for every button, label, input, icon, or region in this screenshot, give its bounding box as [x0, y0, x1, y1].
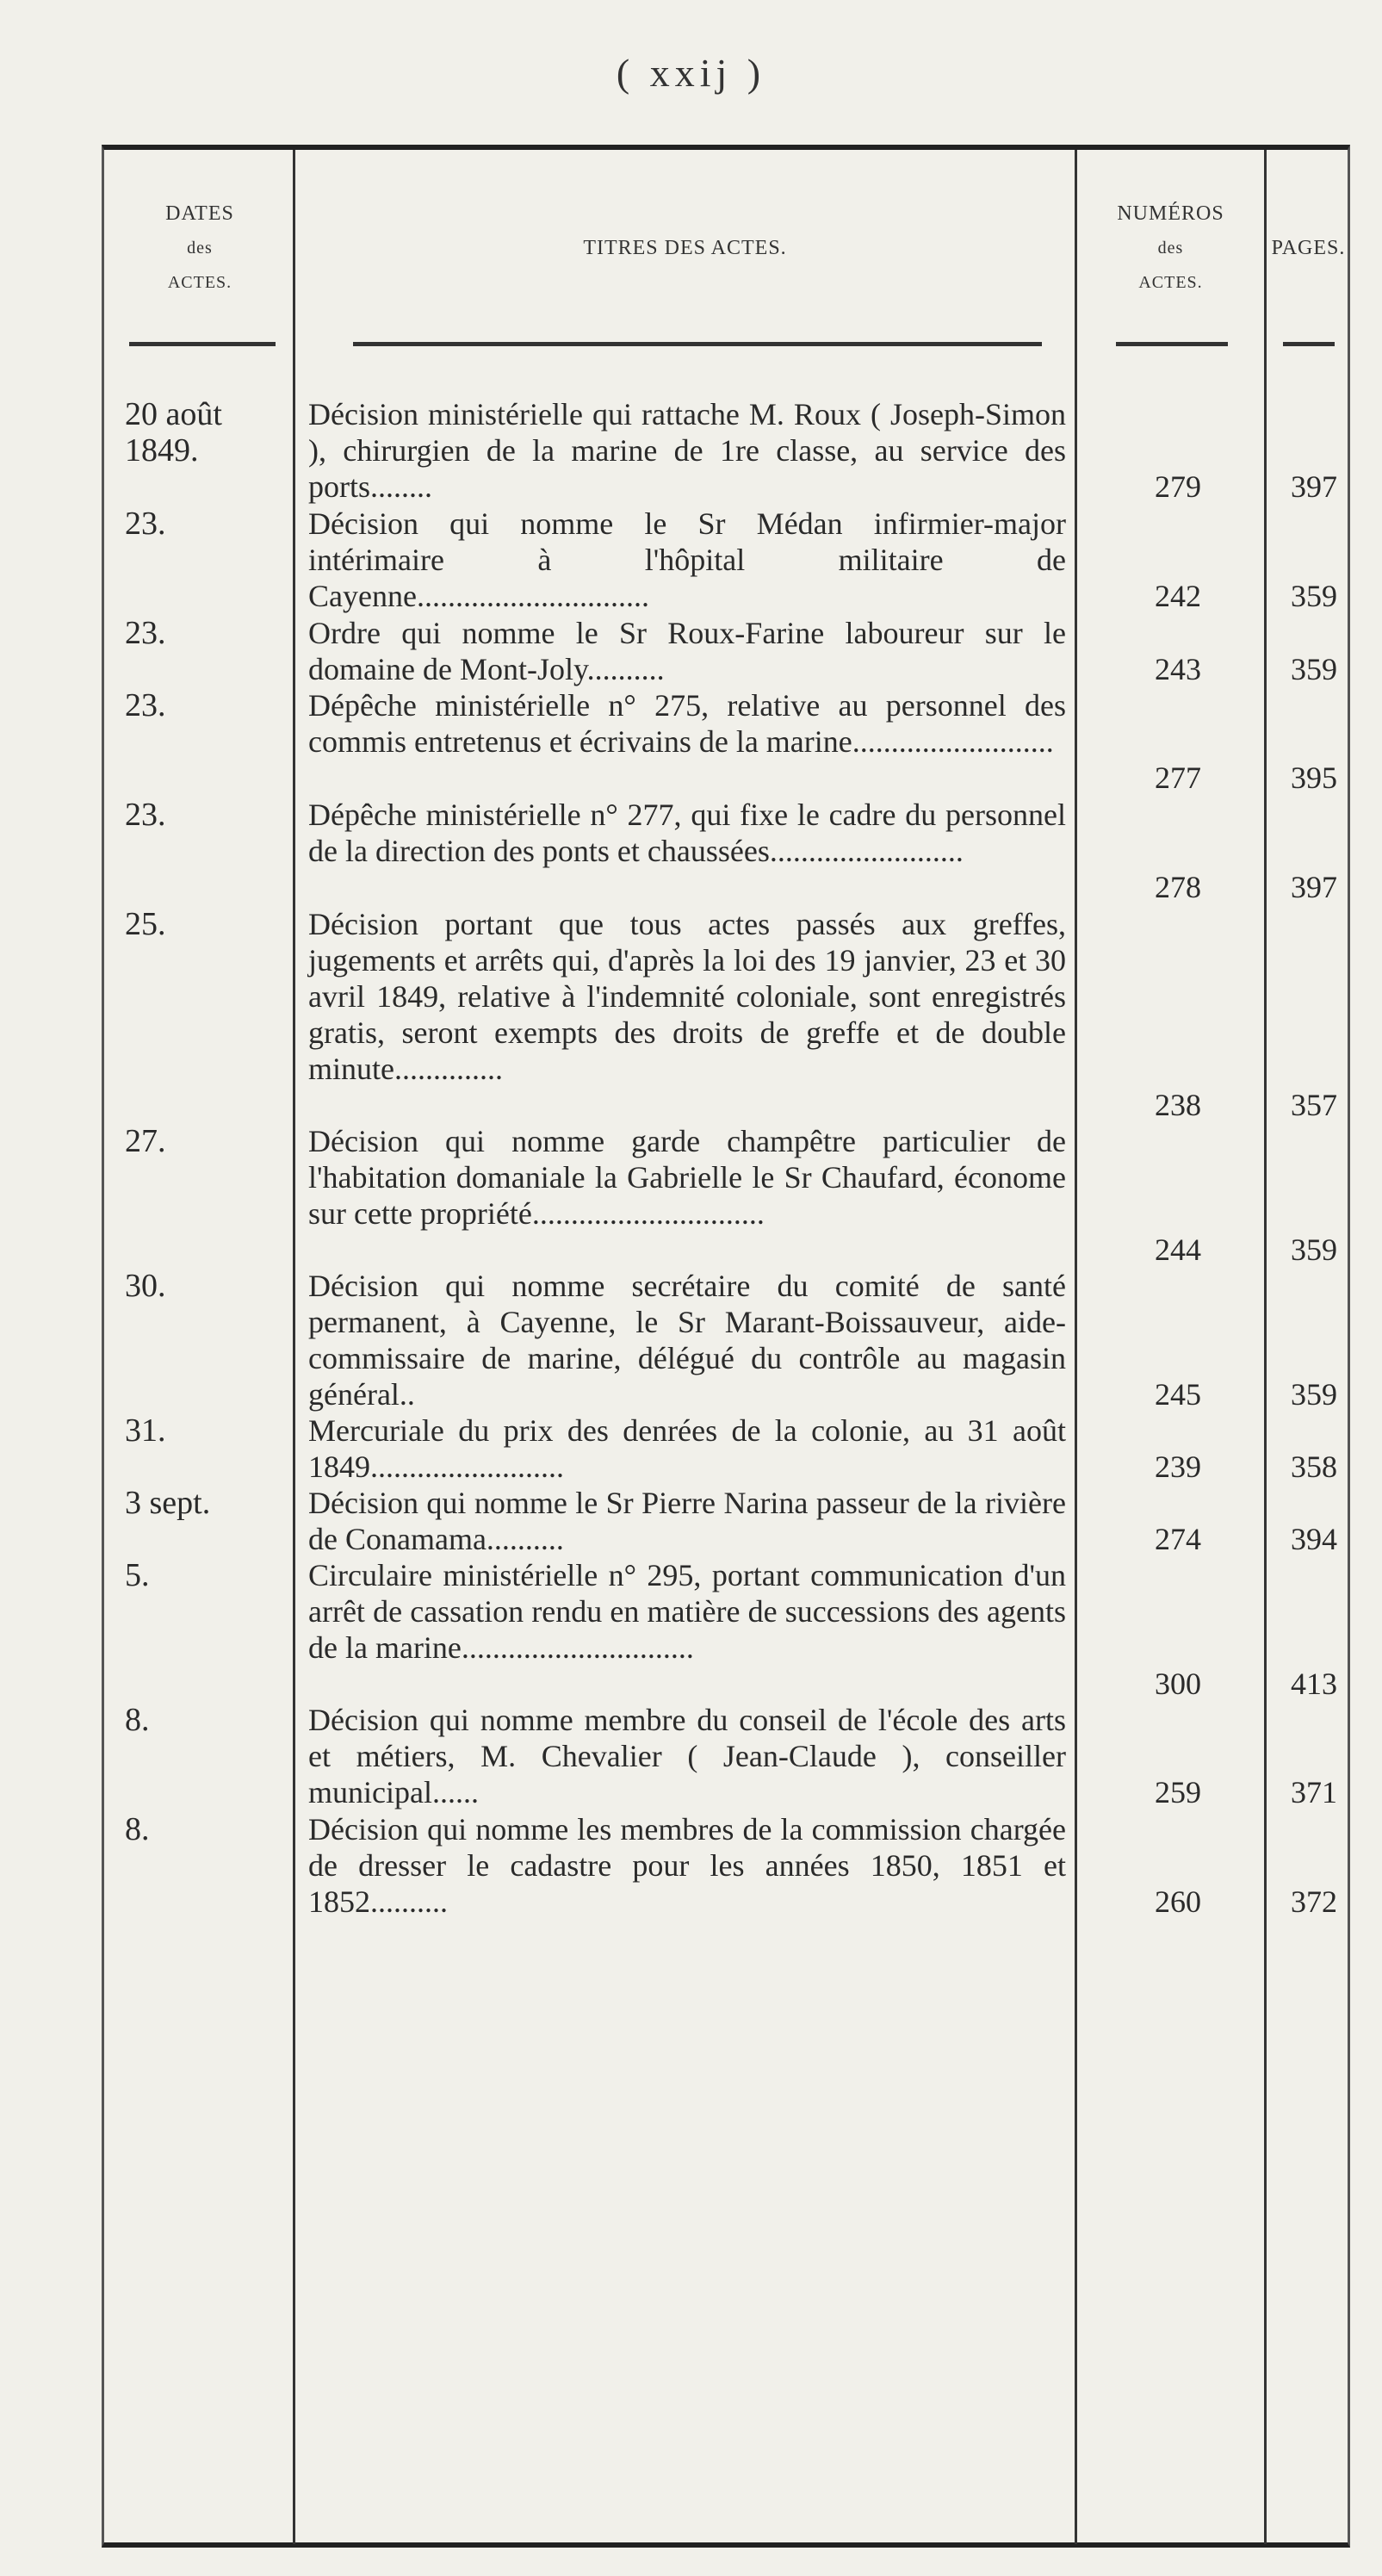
row-title: Décision qui nomme le Sr Médan infirmier-major intérimaire à l'hôpital militaire de Cayenne.............................. [308, 506, 1066, 613]
row-page: 394 [1291, 1522, 1337, 1556]
row-page: 397 [1291, 870, 1337, 904]
row-title: Dépêche ministérielle n° 277, qui fixe le cadre du personnel de la direction des ponts et chaussées......................... [308, 798, 1066, 868]
row-page: 359 [1291, 652, 1337, 686]
row-title: Décision qui nomme secrétaire du comité de santé permanent, à Cayenne, le Sr Marant-Boissauveur, aide-commissaire de marine, délégué du contrôle au magasin général.. [308, 1269, 1066, 1412]
row-date: 20 août 1849. [125, 396, 222, 469]
row-page: 372 [1291, 1884, 1337, 1919]
row-number: 279 [1155, 469, 1201, 504]
row-page: 359 [1291, 1377, 1337, 1412]
row-date: 30. [125, 1268, 166, 1304]
row-page: 413 [1291, 1667, 1337, 1701]
row-number: 245 [1155, 1377, 1201, 1412]
row-date: 8. [125, 1811, 150, 1847]
header-rule [1283, 342, 1335, 346]
row-title: Décision qui nomme garde champêtre particulier de l'habitation domaniale la Gabrielle le Sr Chaufard, économe sur cette propriété.............................. [308, 1124, 1066, 1231]
row-page: 395 [1291, 760, 1337, 795]
row-number: 277 [1155, 760, 1201, 795]
header-rule [129, 342, 276, 346]
column-divider [293, 150, 295, 2544]
row-title: Dépêche ministérielle n° 275, relative au personnel des commis entretenus et écrivains de la marine.......................... [308, 688, 1066, 759]
row-date: 31. [125, 1412, 166, 1449]
row-date: 5. [125, 1557, 150, 1593]
row-number: 239 [1155, 1449, 1201, 1484]
row-date: 8. [125, 1702, 150, 1738]
header-numeros: NUMÉROS des ACTES. [1117, 202, 1224, 292]
page-folio: ( xxij ) [616, 51, 766, 95]
header-dates: DATES des ACTES. [165, 202, 234, 292]
row-number: 244 [1155, 1232, 1201, 1267]
row-number: 260 [1155, 1884, 1201, 1919]
row-number: 242 [1155, 579, 1201, 613]
row-title: Décision ministérielle qui rattache M. Roux ( Joseph-Simon ), chirurgien de la marine de 1re classe, au service des ports........ [308, 397, 1066, 504]
header-rule [353, 342, 1042, 346]
row-number: 300 [1155, 1667, 1201, 1701]
row-number: 238 [1155, 1088, 1201, 1122]
row-number: 278 [1155, 870, 1201, 904]
row-page: 357 [1291, 1088, 1337, 1122]
row-date: 23. [125, 797, 166, 833]
row-title: Ordre qui nomme le Sr Roux-Farine laboureur sur le domaine de Mont-Joly.......... [308, 616, 1066, 686]
row-date: 23. [125, 615, 166, 651]
row-date: 3 sept. [125, 1485, 211, 1521]
row-date: 23. [125, 687, 166, 723]
row-page: 358 [1291, 1449, 1337, 1484]
row-title: Décision qui nomme le Sr Pierre Narina passeur de la rivière de Conamama.......... [308, 1486, 1066, 1556]
header-pages: PAGES. [1271, 237, 1346, 259]
row-page: 397 [1291, 469, 1337, 504]
row-date: 23. [125, 506, 166, 542]
row-number: 259 [1155, 1775, 1201, 1809]
row-page: 359 [1291, 579, 1337, 613]
header-titres: TITRES DES ACTES. [583, 237, 787, 259]
row-title: Décision portant que tous actes passés aux greffes, jugements et arrêts qui, d'après la loi des 19 janvier, 23 et 30 avril 1849, relative à l'indemnité coloniale, sont enregistrés gratis, seront exempts des droits de greffe et de double minute.............. [308, 907, 1066, 1086]
header-rule [1116, 342, 1228, 346]
row-title: Circulaire ministérielle n° 295, portant communication d'un arrêt de cassation rendu en matière de successions des agents de la marine.............................. [308, 1558, 1066, 1665]
column-divider [1075, 150, 1077, 2544]
row-date: 27. [125, 1123, 166, 1159]
row-page: 371 [1291, 1775, 1337, 1809]
row-number: 274 [1155, 1522, 1201, 1556]
column-divider [1264, 150, 1267, 2544]
row-date: 25. [125, 906, 166, 942]
row-page: 359 [1291, 1232, 1337, 1267]
row-title: Décision qui nomme membre du conseil de l'école des arts et métiers, M. Chevalier ( Jean-Claude ), conseiller municipal...... [308, 1703, 1066, 1809]
row-title: Décision qui nomme les membres de la commission chargée de dresser le cadastre pour les années 1850, 1851 et 1852.......... [308, 1812, 1066, 1919]
row-title: Mercuriale du prix des denrées de la colonie, au 31 août 1849......................... [308, 1413, 1066, 1484]
row-number: 243 [1155, 652, 1201, 686]
